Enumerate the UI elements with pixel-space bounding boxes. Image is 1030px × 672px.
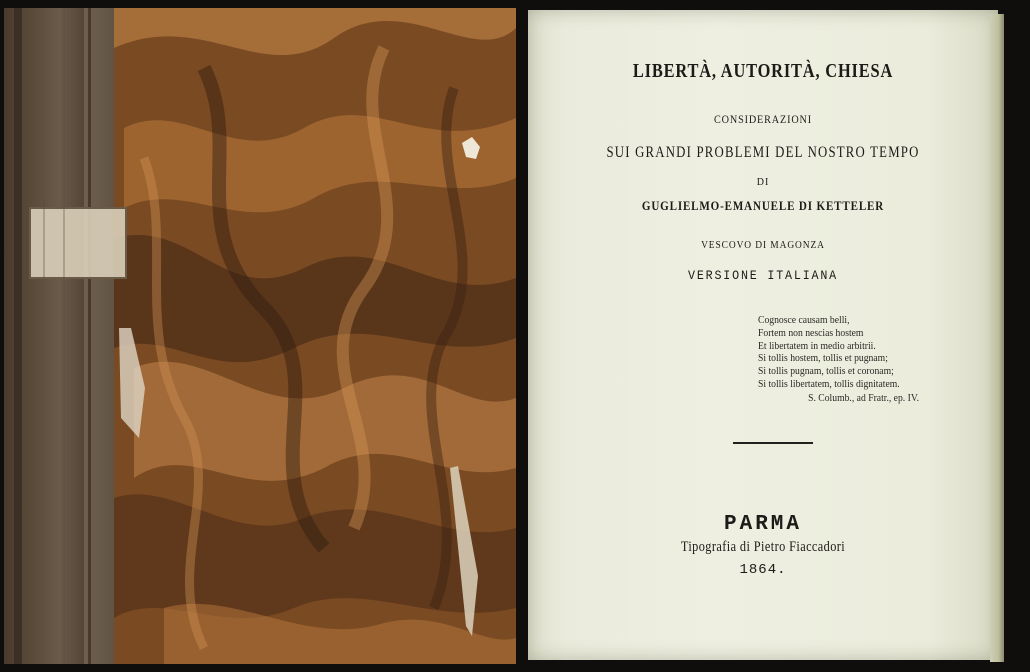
page-edge <box>990 14 1004 662</box>
by-label: DI <box>756 177 770 188</box>
epigraph-line: Si tollis libertatem, tollis dignitatem. <box>758 378 900 390</box>
marbled-cover-pattern <box>4 8 516 664</box>
author-role: VESCOVO DI MAGONZA <box>701 240 825 251</box>
subtitle-problems: SUI GRANDI PROBLEMI DEL NOSTRO TEMPO <box>606 144 920 161</box>
printer-name: Tipografia di Pietro Fiaccadori <box>680 539 846 555</box>
version-label: VERSIONE ITALIANA <box>688 268 838 283</box>
divider-rule <box>733 442 813 444</box>
title-page <box>528 10 998 660</box>
publication-year: 1864. <box>739 562 787 578</box>
epigraph-line: Si tollis pugnam, tollis et coronam; <box>758 366 894 378</box>
epigraph <box>758 315 933 406</box>
epigraph-source: S. Columb., ad Fratr., ep. IV. <box>808 392 919 404</box>
subtitle-considerazioni: CONSIDERAZIONI <box>713 112 813 126</box>
epigraph-line: Si tollis hostem, tollis et pugnam; <box>758 353 888 365</box>
epigraph-line: Cognosce causam belli, <box>758 315 850 326</box>
book-cover <box>4 8 516 664</box>
book-title: LIBERTÀ, AUTORITÀ, CHIESA <box>632 60 894 82</box>
author-name: GUGLIELMO-EMANUELE DI KETTELER <box>641 198 885 213</box>
epigraph-line: Fortem non nescias hostem <box>758 327 864 339</box>
epigraph-line: Et libertatem in medio arbitrii. <box>758 340 876 352</box>
publication-city: PARMA <box>723 513 802 536</box>
